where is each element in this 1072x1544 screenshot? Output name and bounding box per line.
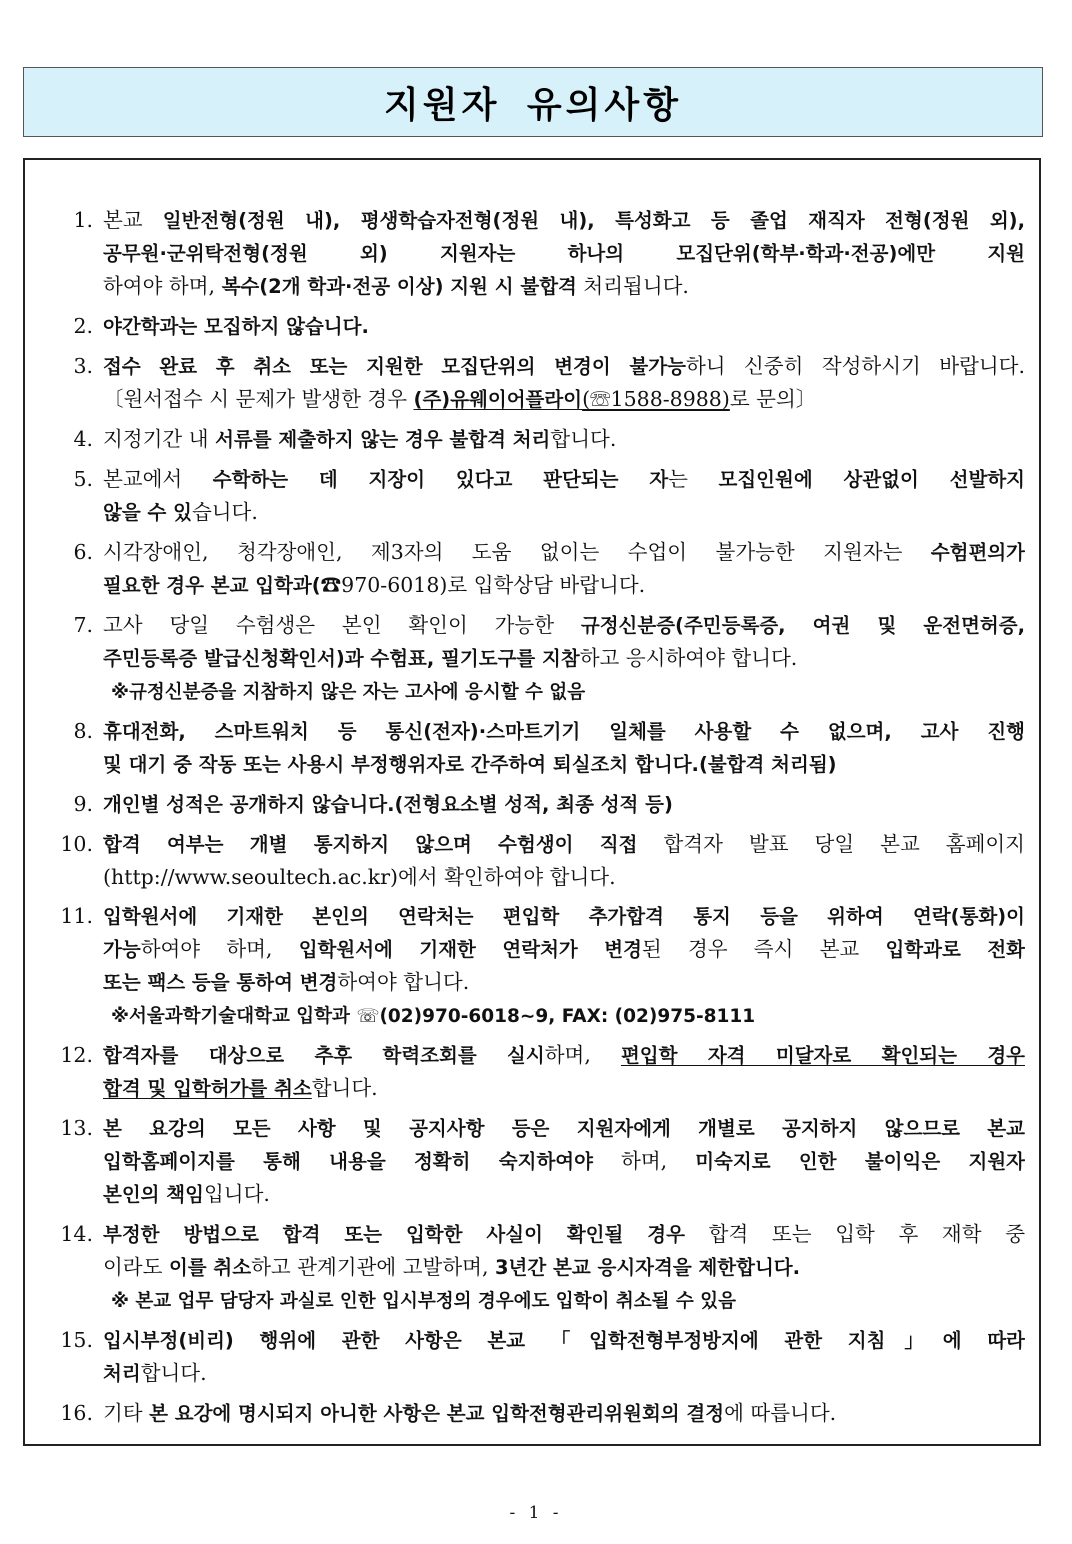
notice-text: 야간학과는 모집하지 않습니다. — [103, 315, 369, 338]
notice-item — [53, 828, 1025, 893]
notice-line — [103, 204, 1025, 237]
notice-text: 지정기간 내 — [103, 427, 216, 451]
notice-line — [103, 1039, 1025, 1072]
notice-text: 수학하는 데 지장이 있다고 판단되는 자 — [212, 468, 669, 491]
notice-line — [103, 933, 1025, 966]
notice-line — [103, 270, 1025, 303]
notice-text: 3년간 본교 응시자격을 제한합니다. — [494, 1256, 801, 1279]
notice-text: 또는 팩스 등을 통하여 변경 — [103, 971, 338, 994]
notice-text: 입학원서에 기재한 본인의 연락처는 편입학 추가합격 통지 등을 위하여 연락(통화)이 — [103, 905, 1025, 928]
notice-text: 입니다. — [203, 1182, 270, 1206]
notice-text: 합니다. — [311, 1076, 378, 1100]
notice-item — [53, 1324, 1025, 1390]
notice-text: 된 경우 즉시 본교 — [641, 937, 886, 961]
notice-number: 3. — [73, 354, 93, 378]
notice-item — [53, 788, 1025, 821]
notice-text: 주민등록증 발급신청확인서)과 수험표, 필기도구를 지참 — [103, 647, 580, 670]
notice-text: 편입학 자격 미달자로 확인되는 경우 — [620, 1044, 1025, 1067]
notice-line — [103, 1251, 1025, 1284]
notice-item — [53, 310, 1025, 343]
notice-text: 합니다. — [550, 427, 617, 451]
notice-text: 하여야 하며, — [140, 937, 299, 961]
notice-number: 12. — [60, 1043, 93, 1067]
notice-text: 수험편의가 — [930, 541, 1025, 564]
notice-number: 1. — [73, 208, 93, 232]
notice-text: (☏1588-8988) — [582, 387, 730, 411]
notice-line — [103, 1324, 1025, 1357]
notice-text: 이를 취소 — [168, 1256, 252, 1279]
notice-number: 16. — [60, 1401, 93, 1425]
notice-number: 7. — [73, 613, 93, 637]
notice-line — [103, 569, 1025, 602]
notice-item — [53, 715, 1025, 781]
notice-number: 13. — [60, 1116, 93, 1140]
notice-number: 15. — [60, 1328, 93, 1352]
notice-item — [53, 609, 1025, 708]
notice-text: 하여야 합니다. — [337, 970, 470, 994]
notice-list — [53, 204, 1025, 1437]
notice-line — [103, 463, 1025, 496]
notice-text: 에 따릅니다. — [724, 1401, 837, 1425]
notice-item — [53, 900, 1025, 1032]
notice-text: 입학원서에 기재한 연락처가 변경 — [298, 938, 642, 961]
notice-text: 하고 관계기관에 고발하며, — [251, 1255, 495, 1279]
notice-text: 본교에서 — [103, 467, 213, 491]
notice-text: 일반전형(정원 내), 평생학습자전형(정원 내), 특성화고 등 졸업 재직자 전형(정원 외), — [162, 209, 1025, 232]
notice-text: 본 요강에 명시되지 아니한 사항은 본교 입학전형관리위원회의 결정 — [149, 1402, 725, 1425]
notice-text: 본 요강의 모든 사항 및 공지사항 등은 지원자에게 개별로 공지하지 않으므로 본교 — [103, 1117, 1025, 1140]
notice-line — [103, 1072, 1025, 1105]
notice-line — [103, 861, 1025, 893]
notice-text: 개인별 성적은 공개하지 않습니다.(전형요소별 성적, 최종 성적 등) — [103, 793, 673, 816]
notice-line — [103, 715, 1025, 748]
notice-item — [53, 1218, 1025, 1317]
notice-number: 10. — [60, 832, 93, 856]
notice-text: 고사 당일 수험생은 본인 확인이 가능한 — [103, 613, 581, 637]
notice-text: 〔원서접수 시 문제가 발생한 경우 — [103, 387, 414, 411]
notice-text: 미숙지로 인한 불이익은 지원자 — [695, 1150, 1025, 1173]
notice-line — [103, 788, 1025, 821]
notice-item — [53, 1397, 1025, 1430]
notice-number: 9. — [73, 792, 93, 816]
notice-text: 처리 — [103, 1362, 141, 1385]
notice-text: 공무원·군위탁전형(정원 외) 지원자는 하나의 모집단위(학부·학과·전공)에만 지원 — [103, 242, 1025, 265]
notice-remark: ※규정신분증을 지참하지 않은 자는 고사에 응시할 수 없음 — [111, 682, 586, 703]
notice-text: 접수 완료 후 취소 또는 지원한 모집단위의 변경이 불가능 — [103, 355, 686, 378]
notice-item — [53, 463, 1025, 529]
notice-text: 본인의 책임 — [103, 1183, 204, 1206]
notice-text: 입시부정(비리) 행위에 관한 사항은 본교 「입학전형부정방지에 관한 지침」에 따라 — [103, 1329, 1025, 1352]
notice-item — [53, 204, 1025, 303]
notice-line — [103, 1397, 1025, 1430]
notice-box — [23, 158, 1041, 1446]
notice-number: 8. — [73, 719, 93, 743]
notice-text: 입학과로 전화 — [885, 938, 1025, 961]
notice-item — [53, 1039, 1025, 1105]
notice-line — [103, 1178, 1025, 1211]
notice-item — [53, 1112, 1025, 1211]
notice-line — [103, 609, 1025, 642]
notice-text: (http://www.seoultech.ac.kr)에서 확인하여야 합니다. — [103, 865, 616, 889]
notice-text: 휴대전화, 스마트워치 등 통신(전자)·스마트기기 일체를 사용할 수 없으며, 고사 진행 — [103, 720, 1025, 743]
notice-item — [53, 536, 1025, 602]
notice-text: 필요한 경우 본교 입학과( — [103, 574, 321, 597]
notice-line — [103, 828, 1025, 861]
notice-text: 기타 — [103, 1401, 150, 1425]
notice-text: 합격 및 입학허가를 취소 — [103, 1077, 312, 1100]
notice-number: 11. — [60, 904, 93, 928]
notice-line — [103, 310, 1025, 343]
notice-line — [103, 496, 1025, 529]
notice-line — [103, 748, 1025, 781]
notice-text: 하며, — [544, 1043, 621, 1067]
notice-text: 는 — [668, 467, 719, 491]
notice-text: (주)유웨이어플라이 — [413, 388, 583, 411]
notice-text: 합격 여부는 개별 통지하지 않으며 수험생이 직접 — [103, 833, 638, 856]
notice-text: 합니다. — [140, 1361, 207, 1385]
notice-text: 합격 또는 입학 후 재학 중 — [684, 1222, 1025, 1246]
notice-number: 4. — [73, 427, 93, 451]
notice-text: 하고 응시하여야 합니다. — [579, 646, 798, 670]
notice-text: 복수(2개 학과·전공 이상) 지원 시 불합격 — [221, 275, 577, 298]
notice-text: 부정한 방법으로 합격 또는 입학한 사실이 확인될 경우 — [103, 1223, 685, 1246]
notice-text: 본교 — [103, 208, 163, 232]
notice-remark: ※서울과학기술대학교 입학과 ☏(02)970-6018∼9, FAX: (02)975-8111 — [111, 1006, 756, 1027]
notice-text: 서류를 제출하지 않는 경우 불합격 처리 — [215, 428, 551, 451]
notice-number: 5. — [73, 467, 93, 491]
notice-text: 처리됩니다. — [576, 274, 689, 298]
notice-text: 입학홈페이지를 통해 내용을 정확히 숙지하여야 — [103, 1150, 593, 1173]
notice-text: 합격자 발표 당일 본교 홈페이지 — [637, 832, 1025, 856]
notice-line — [103, 1112, 1025, 1145]
title-banner — [23, 67, 1043, 137]
page-number: - 1 - — [509, 1503, 563, 1523]
notice-text: 로 문의〕 — [729, 387, 817, 411]
notice-line — [103, 423, 1025, 456]
notice-item — [53, 423, 1025, 456]
notice-line — [103, 966, 1025, 999]
notice-text: 하니 신중히 작성하시기 바랍니다. — [685, 354, 1025, 378]
notice-text: 시각장애인, 청각장애인, 제3자의 도움 없이는 수업이 불가능한 지원자는 — [103, 540, 931, 564]
notice-text: 습니다. — [191, 500, 258, 524]
notice-line — [103, 237, 1025, 270]
notice-text: 및 대기 중 작동 또는 사용시 부정행위자로 간주하여 퇴실조치 합니다.(불합격 처리됨) — [103, 753, 837, 776]
notice-line — [103, 1218, 1025, 1251]
notice-number: 2. — [73, 314, 93, 338]
notice-line — [103, 350, 1025, 383]
notice-line — [103, 536, 1025, 569]
notice-item — [53, 350, 1025, 416]
notice-line — [103, 1145, 1025, 1178]
notice-text: 가능 — [103, 938, 141, 961]
notice-line — [103, 383, 1025, 416]
notice-number: 14. — [60, 1222, 93, 1246]
notice-text: 않을 수 있 — [103, 501, 192, 524]
notice-text: 하며, — [592, 1149, 696, 1173]
notice-text: 이라도 — [103, 1255, 169, 1279]
notice-text: 규정신분증(주민등록증, 여권 및 운전면허증, — [580, 614, 1025, 637]
notice-text: 모집인원에 상관없이 선발하지 — [718, 468, 1025, 491]
notice-line — [103, 1357, 1025, 1390]
notice-text: 합격자를 대상으로 추후 학력조회를 실시 — [103, 1044, 545, 1067]
page-title: 지원자 유의사항 — [384, 84, 682, 126]
notice-remark: ※ 본교 업무 담당자 과실로 인한 입시부정의 경우에도 입학이 취소될 수 있음 — [111, 1291, 736, 1312]
notice-number: 6. — [73, 540, 93, 564]
notice-line — [103, 900, 1025, 933]
notice-text: ☎970-6018)로 입학상담 바랍니다. — [320, 573, 646, 597]
notice-line — [103, 642, 1025, 675]
notice-text: 하여야 하며, — [103, 274, 222, 298]
